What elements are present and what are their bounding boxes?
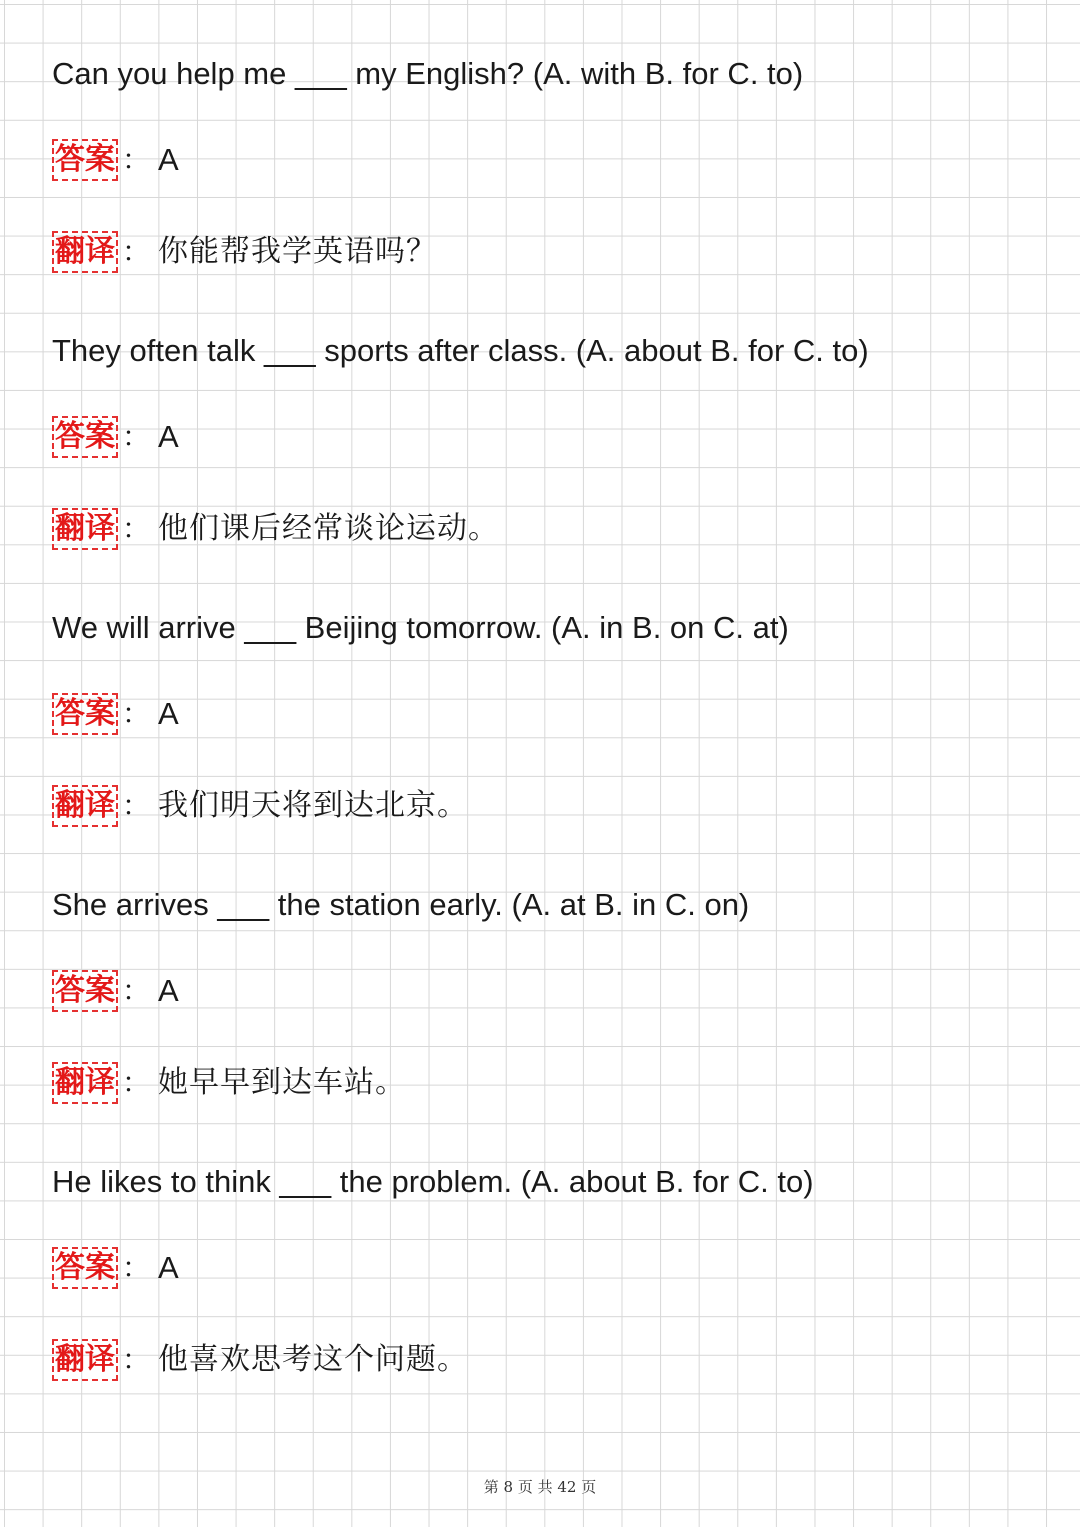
translation-colon: ：: [122, 1343, 151, 1376]
answer-colon: ：: [122, 974, 151, 1007]
translation-row: [52, 782, 1032, 830]
question-item-1: [52, 50, 1032, 327]
translation-row: [52, 505, 1032, 553]
answer-value: A: [158, 973, 179, 1008]
question-item-2: [52, 327, 1032, 604]
answer-row: [52, 967, 1032, 1015]
question-item-3: [52, 604, 1032, 881]
answer-colon: ：: [122, 143, 151, 176]
question-text: She arrives ___ the station early. (A. at B. in C. on): [52, 887, 750, 922]
answer-value: A: [158, 142, 179, 177]
translation-colon: ：: [122, 1066, 151, 1099]
answer-tag: 答案: [52, 416, 118, 458]
translation-row: [52, 1059, 1032, 1107]
answer-colon: ：: [122, 697, 151, 730]
answer-tag: 答案: [52, 139, 118, 181]
page-number-footer: 第 8 页 共 42 页: [483, 1478, 597, 1496]
question-text: Can you help me ___ my English? (A. with B. for C. to): [52, 56, 804, 91]
answer-row: [52, 1244, 1032, 1292]
question-text: We will arrive ___ Beijing tomorrow. (A. in B. on C. at): [52, 610, 789, 645]
translation-colon: ：: [122, 235, 151, 268]
translation-text: 我们明天将到达北京。: [158, 788, 469, 823]
translation-row: [52, 1336, 1032, 1384]
answer-row: [52, 413, 1032, 461]
answer-row: [52, 690, 1032, 738]
translation-tag: 翻译: [52, 231, 118, 273]
answer-value: A: [158, 419, 179, 454]
question-item-5: [52, 1158, 1032, 1435]
translation-tag: 翻译: [52, 1339, 118, 1381]
question-text: He likes to think ___ the problem. (A. about B. for C. to): [52, 1164, 814, 1199]
answer-tag: 答案: [52, 1247, 118, 1289]
translation-row: [52, 228, 1032, 276]
answer-tag: 答案: [52, 693, 118, 735]
translation-text: 她早早到达车站。: [158, 1065, 407, 1100]
translation-text: 他们课后经常谈论运动。: [158, 511, 500, 546]
answer-row: [52, 136, 1032, 184]
translation-text: 你能帮我学英语吗？: [158, 234, 438, 269]
worksheet: [52, 50, 1032, 1435]
answer-colon: ：: [122, 420, 151, 453]
answer-tag: 答案: [52, 970, 118, 1012]
translation-tag: 翻译: [52, 785, 118, 827]
translation-tag: 翻译: [52, 508, 118, 550]
question-item-4: [52, 881, 1032, 1158]
translation-text: 他喜欢思考这个问题。: [158, 1342, 469, 1377]
translation-colon: ：: [122, 789, 151, 822]
question-text: They often talk ___ sports after class. (A. about B. for C. to): [52, 333, 869, 368]
translation-colon: ：: [122, 512, 151, 545]
translation-tag: 翻译: [52, 1062, 118, 1104]
answer-value: A: [158, 696, 179, 731]
answer-value: A: [158, 1250, 179, 1285]
answer-colon: ：: [122, 1251, 151, 1284]
